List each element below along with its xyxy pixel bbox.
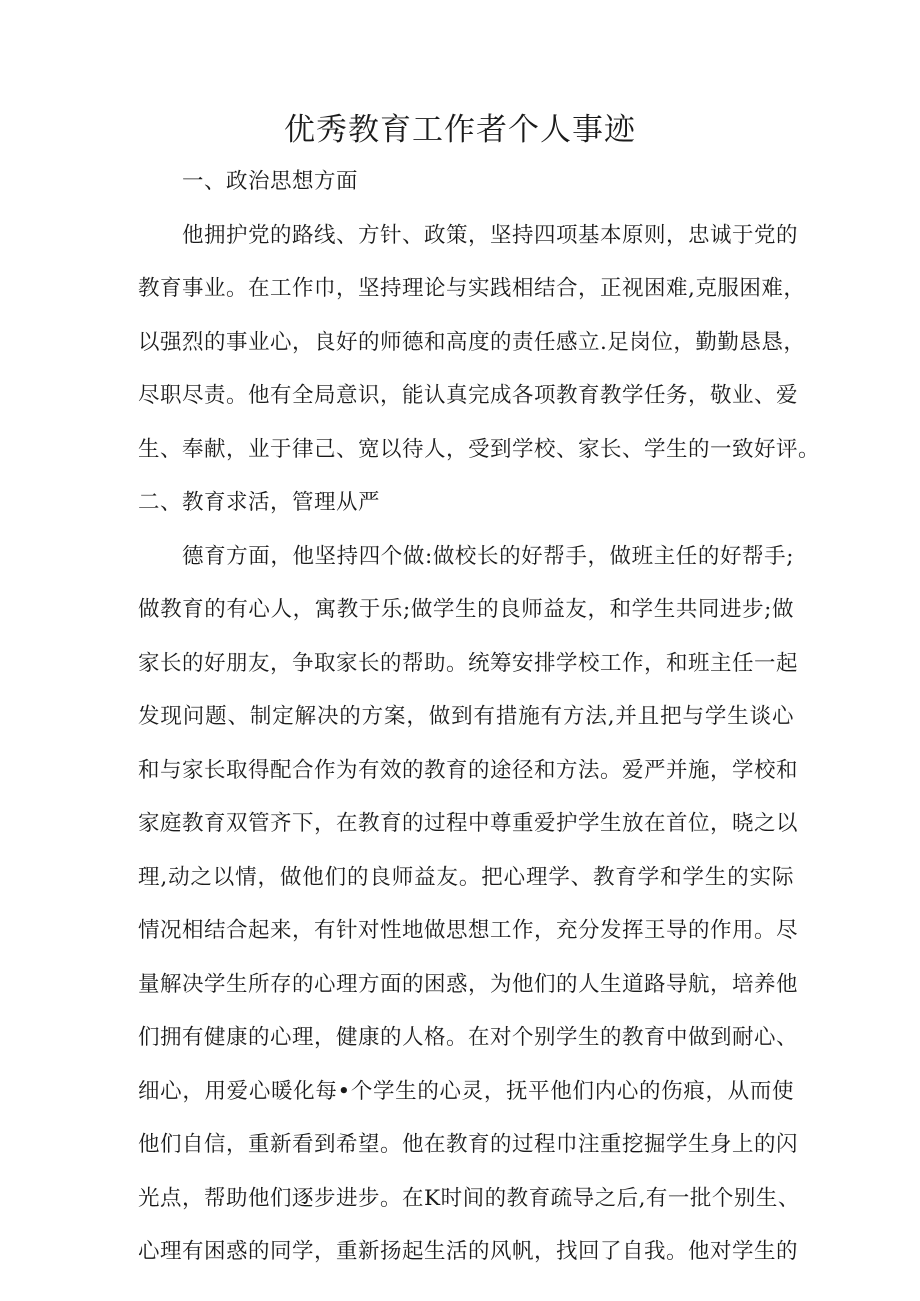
paragraph-line: 德育方面，他坚持四个做:做校长的好帮手，做班主任的好帮手; (182, 543, 794, 569)
paragraph-line: 以强烈的事业心，良好的师德和高度的责任感立.足岗位，勤勤恳恳， (138, 329, 806, 355)
paragraph-line: 量解决学生所存的心理方面的困惑，为他们的人生道路导航，培养他 (138, 971, 799, 997)
section-heading-education: 二、教育求活，管理从严 (138, 490, 381, 515)
paragraph-line: 和与家长取得配合作为有效的教育的途径和方法。爱严并施，学校和 (138, 757, 799, 783)
paragraph-line: 教育事业。在工作巾，坚持理论与实践相结合，正视困难,克服困难， (138, 276, 806, 301)
paragraph-line: 细心，用爱心暖化每•个学生的心灵，抚平他们内心的伤痕，从而使 (138, 1078, 794, 1104)
document-body (138, 155, 821, 1279)
paragraph-line: 家长的好朋友，争取家长的帮助。统筹安排学校工作，和班主任一起 (138, 650, 799, 676)
paragraph-line: 发现问题、制定解决的方案，做到有措施有方法,并且把与学生谈心 (138, 704, 794, 729)
document-title: 优秀教育工作者个人事迹 (284, 112, 636, 148)
paragraph-line: 情况相结合起来，有针对性地做思想工作，充分发挥王导的作用。尽 (138, 918, 799, 943)
paragraph-line: 生、奉献，业于律己、宽以待人，受到学校、家长、学生的一致好评。 (138, 436, 821, 462)
section-heading-political: 一、政治思想方面 (182, 169, 359, 194)
paragraph-line: 他们自信，重新看到希望。他在教育的过程巾注重挖掘学生身上的闪 (138, 1132, 799, 1157)
paragraph-line: 他拥护党的路线、方针、政策，坚持四项基本原则，忠诚于党的 (182, 222, 799, 248)
paragraph-line: 心理有困惑的同学，重新扬起生活的风帆，找回了自我。他对学生的 (138, 1239, 799, 1264)
paragraph-line: 尽职尽责。他有全局意识，能认真完成各项教育教学任务，敬业、爱 (138, 383, 799, 408)
paragraph-line: 做教育的有心人，寓教于乐;做学生的良师益友，和学生共同进步;做 (138, 597, 794, 622)
paragraph-line: 们拥有健康的心理，健康的人格。在对个别学生的教育中做到耐心、 (138, 1025, 799, 1050)
paragraph-line: 光点，帮助他们逐步进步。在K时间的教育疏导之后,有一批个别生、 (138, 1185, 800, 1211)
paragraph-line: 家庭教育双管齐下，在教育的过程中尊重爱护学生放在首位，晓之以 (138, 811, 799, 836)
paragraph-line: 理,动之以情，做他们的良师益友。把心理学、教育学和学生的实际 (138, 864, 794, 890)
